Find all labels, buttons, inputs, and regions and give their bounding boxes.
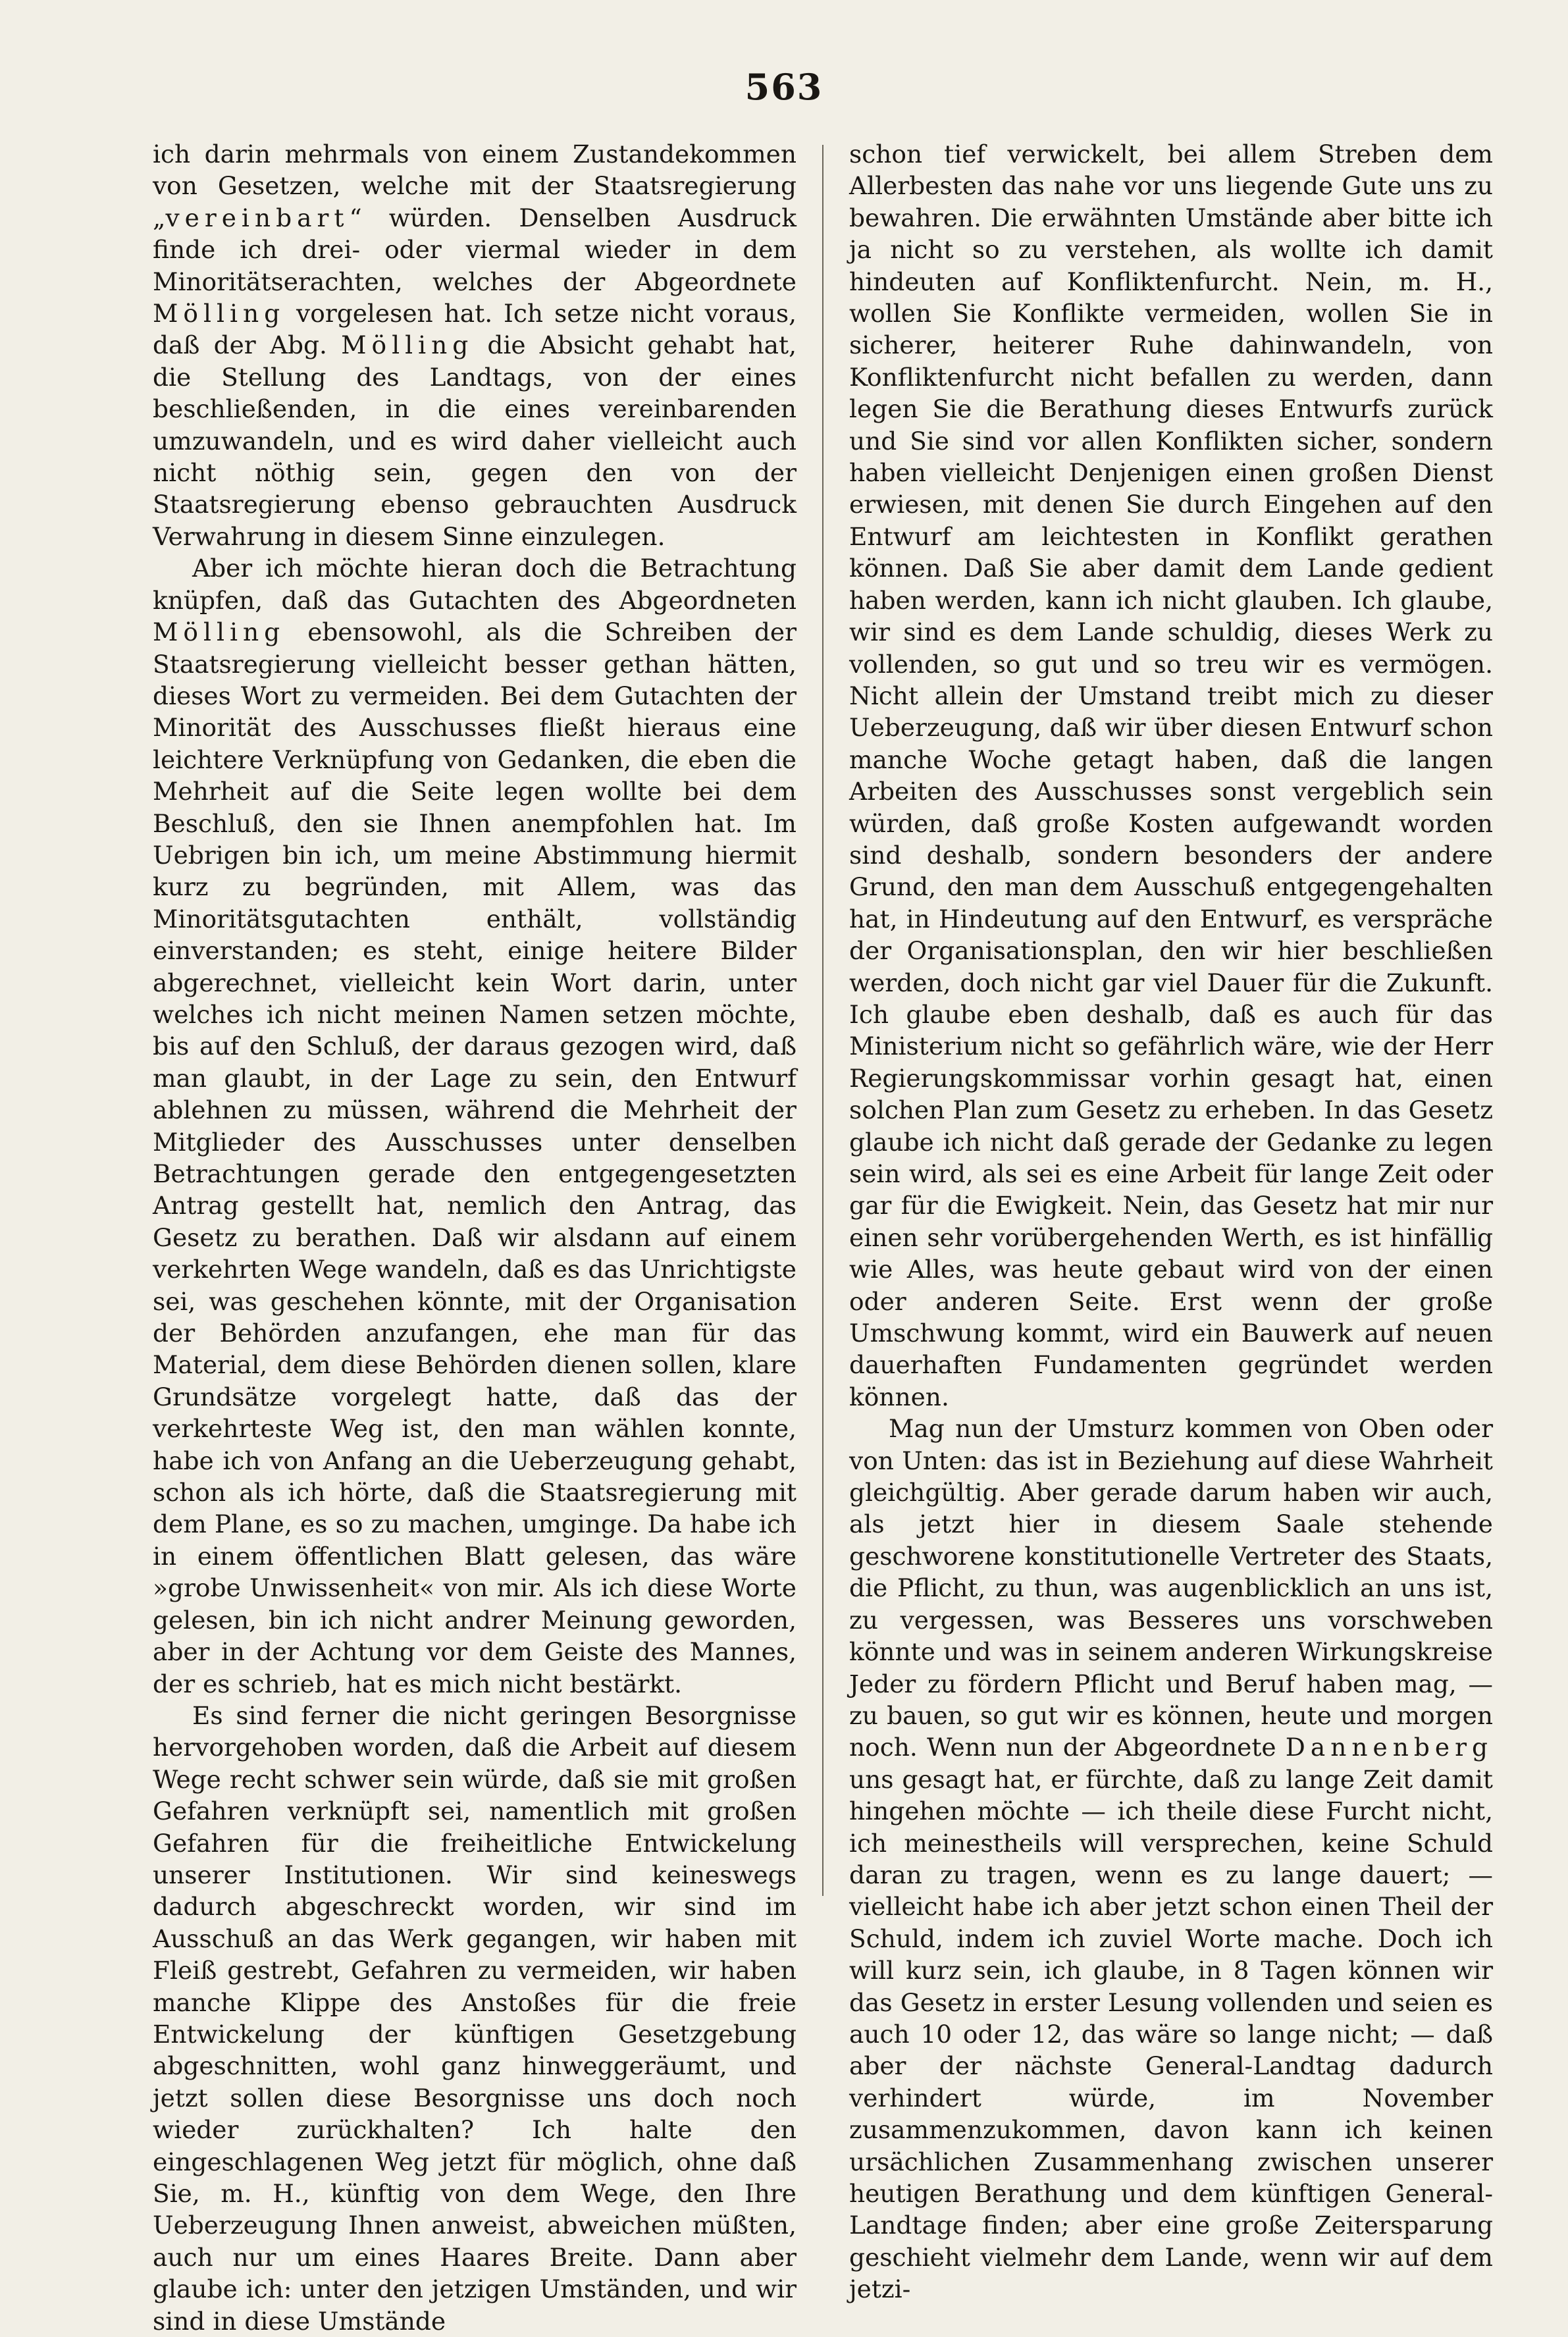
- text-run: uns gesagt hat, er fürchte, daß zu lange Zeit damit hingehen möchte — ich theile diese Furcht nicht, ich meinestheils will versprechen, keine Schuld daran zu tragen, wenn es zu lange dauert; — vielleicht habe ich aber jetzt schon einen Theil der Schuld, indem ich zuviel Worte mache. Doch ich will kurz sein, ich glaube, in 8 Tagen können wir das Gesetz in erster Lesung vollenden und seien es auch 10 oder 12, das wäre so lange nicht; — daß aber der nächste General-Landtag dadurch verhindert würde, im November zusammenzukommen, davon kann ich keinen ursächlichen Zusammenhang zwischen unserer heutigen Berathung und dem künftigen General-Landtage finden; aber eine große Zeitersparung geschieht vielmehr dem Lande, wenn wir auf dem jetzi-: [849, 1764, 1493, 2304]
- right-paragraph-1: schon tief verwickelt, bei allem Streben dem Allerbesten das nahe vor uns liegende Gute uns zu bewahren. Die erwähnten Umstände aber bitte ich ja nicht so zu verstehen, als wollte ich damit hindeuten auf Konfliktenfurcht. Nein, m. H., wollen Sie Konflikte vermeiden, wollen Sie in sicherer, heiterer Ruhe dahinwandeln, von Konfliktenfurcht nicht befallen zu werden, dann legen Sie die Berathung dieses Entwurfs zurück und Sie sind vor allen Konflikten sicher, sondern haben vielleicht Denjenigen einen großen Dienst erwiesen, mit denen Sie durch Eingehen auf den Entwurf am leichtesten in Konflikt gerathen können. Daß Sie aber damit dem Lande gedient haben werden, kann ich nicht glauben. Ich glaube, wir sind es dem Lande schuldig, dieses Werk zu vollenden, so gut und so treu wir es vermögen. Nicht allein der Umstand treibt mich zu dieser Ueberzeugung, daß wir über diesen Entwurf schon manche Woche getagt haben, daß die langen Arbeiten des Ausschusses sonst vergeblich sein würden, daß große Kosten aufgewandt worden sind deshalb, sondern besonders der andere Grund, den man dem Ausschuß entgegengehalten hat, in Hindeutung auf den Entwurf, es verspräche der Organisationsplan, den wir hier beschließen werden, doch nicht gar viel Dauer für die Zukunft. Ich glaube eben deshalb, daß es auch für das Ministerium nicht so gefährlich wäre, wie der Herr Regierungskommissar vorhin gesagt hat, einen solchen Plan zum Gesetz zu erheben. In das Gesetz glaube ich nicht daß gerade der Gedanke zu legen sein wird, als sei es eine Arbeit für lange Zeit oder gar für die Ewigkeit. Nein, das Gesetz hat mir nur einen sehr vorübergehenden Werth, es ist hinfällig wie Alles, was heute gebaut wird von der einen oder anderen Seite. Erst wenn der große Umschwung kommt, wird ein Bauwerk auf neuen dauerhaften Fundamenten gegründet werden können.: [849, 140, 1493, 1411]
- text-run: Aber ich möchte hieran doch die Betrachtung knüpfen, daß das Gutachten des Abgeordneten: [153, 554, 797, 615]
- speaker-name: Dannenberg: [1285, 1733, 1493, 1762]
- left-paragraph-3: Es sind ferner die nicht geringen Besorgnisse hervorgehoben worden, daß die Arbeit auf diesem Wege recht schwer sein würde, daß sie mit großen Gefahren verknüpft sei, namentlich mit großen Gefahren für die freiheitliche Entwickelung unserer Institutionen. Wir sind keineswegs dadurch abgeschreckt worden, wir sind im Ausschuß an das Werk gegangen, wir haben mit Fleiß gestrebt, Gefahren zu vermeiden, wir haben manche Klippe des Anstoßes für die freie Entwickelung der künftigen Gesetzgebung abgeschnitten, wohl ganz hinweggeräumt, und jetzt sollen diese Besorgnisse uns doch noch wieder zurückhalten? Ich halte den eingeschlagenen Weg jetzt für möglich, ohne daß Sie, m. H., künftig von dem Wege, den Ihre Ueberzeugung Ihnen anweist, abweichen müßten, auch nur um eines Haares Breite. Dann aber glaube ich: unter den jetzigen Umständen, und wir sind in diese Umstände: [153, 1700, 797, 2336]
- text-run: ebensowohl, als die Schreiben der Staatsregierung vielleicht besser gethan hätten, dieses Wort zu vermeiden. Bei dem Gutachten der Minorität des Ausschusses fließt hieraus eine leichtere Verknüpfung von Gedanken, die eben die Mehrheit auf die Seite legen wollte bei dem Beschluß, den sie Ihnen anempfohlen hat. Im Uebrigen bin ich, um meine Abstimmung hiermit kurz zu begründen, mit Allem, was das Minoritätsgutachten enthält, vollständig einverstanden; es steht, einige heitere Bilder abgerechnet, vielleicht kein Wort darin, unter welches ich nicht meinen Namen setzen möchte, bis auf den Schluß, der daraus gezogen wird, daß man glaubt, in der Lage zu sein, den Entwurf ablehnen zu müssen, während die Mehrheit der Mitglieder des Ausschusses unter denselben Betrachtungen gerade den entgegengesetzten Antrag gestellt hat, nemlich den Antrag, das Gesetz zu berathen. Daß wir alsdann auf einem verkehrten Wege wandeln, daß es das Unrichtigste sei, was geschehen könnte, mit der Organisation der Behörden anzufangen, ehe man für das Material, dem diese Behörden dienen sollen, klare Grundsätze vorgelegt hatte, daß das der verkehrteste Weg ist, den man wählen konnte, habe ich von Anfang an die Ueberzeugung gehabt, schon als ich hörte, daß die Staatsregierung mit dem Plane, es so zu machen, umginge. Da habe ich in einem öffentlichen Blatt gelesen, das wäre »grobe Unwissenheit« von mir. Als ich diese Worte gelesen, bin ich nicht andrer Meinung geworden, aber in der Achtung vor dem Geiste des Mannes, der es schrieb, hat es mich nicht bestärkt.: [153, 617, 797, 1698]
- speaker-name: Mölling: [341, 330, 474, 360]
- text-run: Mag nun der Umsturz kommen von Oben oder von Unten: das ist in Beziehung auf diese Wahrheit gleichgültig. Aber gerade darum haben wir auch, als jetzt hier in diesem Saale stehende geschworene konstitutionelle Vertreter des Staats, die Pflicht, zu thun, was augenblicklich an uns ist, zu vergessen, was Besseres uns vorschweben könnte und was in seinem anderen Wirkungskreise Jeder zu fördern Pflicht und Beruf haben mag, — zu bauen, so gut wir es können, heute und morgen noch. Wenn nun der Abgeordnete: [849, 1414, 1493, 1762]
- text-run: “ würden. Denselben Ausdruck finde ich drei- oder viermal wieder in dem Minoritätserachten, welches der Abgeordnete: [153, 203, 797, 296]
- text-run: die Absicht gehabt hat, die Stellung des Landtags, von der eines beschließenden, in die eines vereinbarenden umzuwandeln, und es wird daher vielleicht auch nicht nöthig sein, gegen den von der Staatsregierung ebenso gebrauchten Ausdruck Verwahrung in diesem Sinne einzulegen.: [153, 330, 797, 551]
- right-paragraph-2: [849, 1413, 1493, 2305]
- page-number: 563: [745, 66, 823, 108]
- column-divider: [822, 145, 823, 1896]
- spaced-emphasis: vereinbart: [165, 203, 350, 232]
- left-column: [153, 138, 797, 2336]
- text-run: ich darin mehrmals von einem Zustandekommen von Gesetzen, welche mit der Staatsregierung „: [153, 140, 797, 232]
- speaker-name: Mölling: [153, 617, 286, 647]
- right-column: [849, 138, 1493, 2304]
- text-run: vorgelesen hat. Ich setze nicht voraus, daß der Abg.: [153, 299, 797, 360]
- left-paragraph-2: [153, 552, 797, 1700]
- left-paragraph-1: [153, 138, 797, 552]
- speaker-name: Mölling: [153, 299, 286, 328]
